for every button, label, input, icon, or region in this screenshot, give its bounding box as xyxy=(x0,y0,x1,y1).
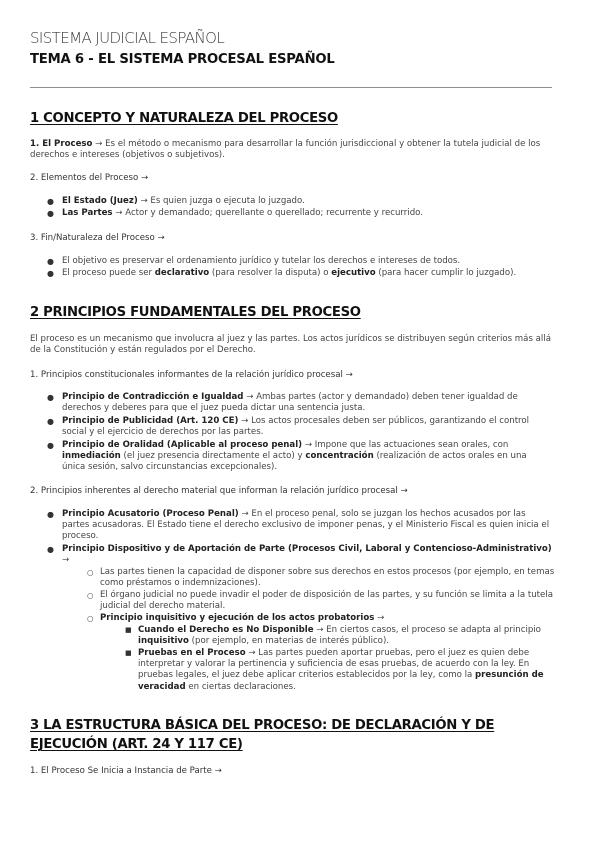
section-1-heading: 1 CONCEPTO Y NATURALEZA DEL PROCESO xyxy=(30,111,338,126)
list-item xyxy=(47,440,552,474)
document-title: TEMA 6 - EL SISTEMA PROCESAL ESPAÑOL xyxy=(30,52,335,67)
term-acusatorio: Principio Acusatorio (Proceso Penal) xyxy=(62,509,239,519)
bullet-icon: ● xyxy=(47,197,54,206)
square-bullet-icon: ■ xyxy=(125,649,132,657)
list-item xyxy=(47,256,552,267)
list-item xyxy=(47,196,552,207)
sub-sub-list-item xyxy=(125,625,558,647)
term-el-estado: El Estado (Juez) xyxy=(62,196,138,206)
bullet-icon: ● xyxy=(47,417,54,426)
term-dispositivo: Principio Dispositivo y de Aportación de Parte (Procesos Civil, Laboral y Contencioso-Administrativo) xyxy=(62,544,552,554)
sub-sub-list-item xyxy=(125,648,558,693)
item-text: (realización de actos orales en una única sesión, salvo circunstancias excepcionales). xyxy=(62,451,527,473)
section-1-paragraph-proceso xyxy=(30,139,560,161)
section-2-intro: El proceso es un mecanismo que involucra al juez y las partes. Los actos jurídicos se distribuyen según criterios más allá de la Constitución y están regulados por el Derecho. xyxy=(30,334,551,356)
term-publicidad: Principio de Publicidad (Art. 120 CE) xyxy=(62,416,239,426)
bullet-icon: ● xyxy=(47,545,54,554)
term-oralidad: Principio de Oralidad (Aplicable al proceso penal) xyxy=(62,440,303,450)
circle-bullet-icon: ○ xyxy=(87,614,94,623)
item-text: → Los actos procesales deben ser públicos, garantizando el control social y el ejercicio de derechos por las partes. xyxy=(62,416,530,438)
list-item xyxy=(47,392,552,414)
section-3-heading-line-1: 3 LA ESTRUCTURA BÁSICA DEL PROCESO: DE DECLARACIÓN Y DE xyxy=(30,718,495,733)
item-text: El órgano judicial no puede invadir el poder de disposición de las partes, y su función se limita a la tutela judicial del derecho material. xyxy=(100,590,553,612)
term-contradiccion: Principio de Contradicción e Igualdad xyxy=(62,392,244,402)
principios-derecho-material-label: 2. Principios inherentes al derecho material que informan la relación jurídico procesal → xyxy=(30,486,408,496)
bullet-icon: ● xyxy=(47,393,54,402)
term-pruebas: Pruebas en el Proceso xyxy=(138,648,246,658)
item-text: (el juez presencia directamente el acto) y xyxy=(120,451,306,462)
list-item xyxy=(47,416,552,438)
section-3-heading-line-2: EJECUCIÓN (ART. 24 Y 117 CE) xyxy=(30,737,243,752)
item-text: → En ciertos casos, el proceso se adapta al principio xyxy=(313,625,541,635)
definition-text: → Es el método o mecanismo para desarrollar la función jurisdiccional y obtener la tutela judicial de los derechos e intereses (objetivos o subjetivos). xyxy=(30,139,541,161)
principios-constitucionales-label: 1. Principios constitucionales informantes de la relación jurídico procesal → xyxy=(30,370,353,380)
bullet-icon: ● xyxy=(47,510,54,519)
item-text: Las partes tienen la capacidad de disponer sobre sus derechos en estos procesos (por ejemplo, en temas como préstamos o indemnizaciones). xyxy=(100,567,555,589)
list-item xyxy=(47,208,552,219)
bullet-icon: ● xyxy=(47,257,54,266)
circle-bullet-icon: ○ xyxy=(87,568,94,577)
term-presuncion-veracidad: presunción de veracidad xyxy=(138,670,544,692)
sub-list-item xyxy=(87,590,555,612)
item-text: → Impone que las actuaciones sean orales, con xyxy=(302,440,509,450)
term-declarativo: declarativo xyxy=(154,268,210,278)
sub-list-item xyxy=(87,613,555,624)
section-2-heading: 2 PRINCIPIOS FUNDAMENTALES DEL PROCESO xyxy=(30,305,361,320)
item-text: → Las partes pueden aportar pruebas, pero el juez es quien debe interpretar y valorar la pertinencia y suficiencia de esas pruebas, de acuerdo con la ley. En pruebas legales, el juez debe aplicar criterios establecidos por la ley, como la xyxy=(138,648,530,681)
bullet-icon: ● xyxy=(47,209,54,218)
item-text: → xyxy=(374,613,385,623)
item-text: → Es quien juzga o ejecuta lo juzgado. xyxy=(137,196,305,206)
circle-bullet-icon: ○ xyxy=(87,591,94,600)
term-concentracion: concentración xyxy=(305,451,374,462)
item-text: (para resolver la disputa) o xyxy=(209,268,332,278)
item-text: en ciertas declaraciones. xyxy=(185,681,296,692)
sub-list-item xyxy=(87,567,555,589)
inicia-instancia-label: 1. El Proceso Se Inicia a Instancia de Parte → xyxy=(30,766,222,776)
fin-naturaleza-label: 3. Fin/Naturaleza del Proceso → xyxy=(30,233,165,243)
document-supertitle: SISTEMA JUDICIAL ESPAÑOL xyxy=(30,29,225,47)
term-inmediacion: inmediación xyxy=(62,451,121,462)
term-inquisitivo: Principio inquisitivo y ejecución de los actos probatorios xyxy=(100,613,375,623)
item-text: El objetivo es preservar el ordenamiento jurídico y tutelar los derechos e intereses de todos. xyxy=(62,256,461,266)
item-text: El proceso puede ser xyxy=(62,268,155,278)
item-text: → En el proceso penal, solo se juzgan los hechos acusados por las partes acusadoras. El Estado tiene el derecho exclusivo de imponer penas, y el Ministerio Fiscal es quien inicia el proceso. xyxy=(62,509,550,542)
bullet-icon: ● xyxy=(47,441,54,450)
list-item xyxy=(47,268,552,279)
term-ejecutivo: ejecutivo xyxy=(331,268,376,278)
list-item xyxy=(47,509,552,543)
list-item xyxy=(47,544,552,566)
term-el-proceso: 1. El Proceso xyxy=(30,139,93,149)
square-bullet-icon: ■ xyxy=(125,626,132,634)
item-text: → Ambas partes (actor y demandado) deben tener igualdad de derechos y deberes para que el juez pueda dictar una sentencia justa. xyxy=(62,392,518,414)
item-text: (por ejemplo, en materias de interés público). xyxy=(188,636,390,647)
term-las-partes: Las Partes xyxy=(62,208,113,218)
item-text: → xyxy=(62,555,70,566)
term-inquisitivo-inline: inquisitivo xyxy=(138,636,189,647)
term-no-disponible: Cuando el Derecho es No Disponible xyxy=(138,625,314,635)
item-text: (para hacer cumplir lo juzgado). xyxy=(375,268,517,278)
bullet-icon: ● xyxy=(47,269,54,278)
elementos-label: 2. Elementos del Proceso → xyxy=(30,173,149,183)
item-text: → Actor y demandado; querellante o querellado; recurrente y recurrido. xyxy=(112,208,424,218)
title-divider xyxy=(30,87,552,88)
